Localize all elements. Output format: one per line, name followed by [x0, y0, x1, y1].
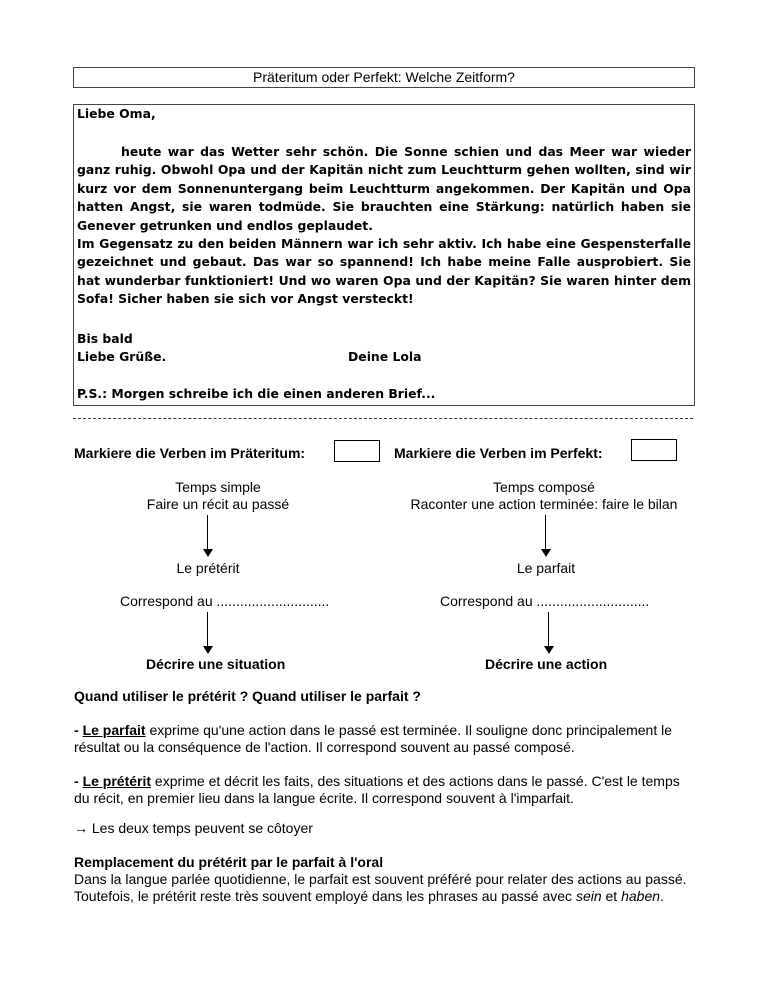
right-correspond: Correspond au ............................. [440, 593, 650, 609]
left-tense-name: Le prétérit [176, 560, 240, 576]
right-arrow-1 [545, 515, 546, 549]
dashed-divider [73, 418, 693, 419]
left-usage: Décrire une situation [146, 656, 286, 672]
word-haben: haben [621, 888, 661, 904]
section2-text-a: Dans la langue parlée quotidienne, le parfait est souvent préféré pour relater des actions au passé. Toutefois, le prétérit reste très souvent employé dans les phrases au passé avec [74, 871, 687, 904]
left-arrowhead-1 [203, 549, 213, 557]
mark-perfect-label: Markiere die Verben im Perfekt: [394, 445, 603, 461]
left-correspond: Correspond au ............................. [120, 593, 330, 609]
section1-preterit-paragraph [74, 773, 694, 807]
dash: - [74, 773, 83, 789]
term-parfait: Le parfait [82, 722, 146, 738]
left-arrowhead-2 [203, 646, 213, 654]
mark-preterite-label: Markiere die Verben im Präteritum: [74, 445, 306, 461]
section1-note: → Les deux temps peuvent se côtoyer [74, 820, 313, 836]
letter-box [73, 104, 695, 406]
page-title: Präteritum oder Perfekt: Welche Zeitform? [73, 67, 695, 88]
parfait-text: exprime qu'une action dans le passé est terminée. Il souligne donc principalement le résultat ou la conséquence de l'action. Il correspond souvent au passé composé. [74, 722, 672, 755]
right-temps-compose: Temps composé [493, 479, 595, 495]
section2-text-c: . [660, 888, 664, 904]
right-usage: Décrire une action [485, 656, 608, 672]
right-raconter: Raconter une action terminée: faire le bilan [410, 496, 678, 512]
preterit-text: exprime et décrit les faits, des situations et des actions dans le passé. C'est le temps du récit, en premier lieu dans la langue écrite. Il correspond souvent à l'imparfait. [74, 773, 680, 806]
left-arrow-1 [207, 515, 208, 549]
right-arrow-2 [548, 612, 549, 646]
left-faire-recit: Faire un récit au passé [146, 496, 290, 512]
section2-heading: Remplacement du prétérit par le parfait à l'oral [74, 854, 384, 870]
letter-closing-1: Bis bald [77, 331, 133, 346]
section1-heading: Quand utiliser le prétérit ? Quand utiliser le parfait ? [74, 688, 421, 704]
term-preterit: Le prétérit [82, 773, 152, 789]
mark-preterite-box[interactable] [334, 440, 380, 462]
right-arrowhead-2 [544, 646, 554, 654]
dash: - [74, 722, 83, 738]
left-arrow-2 [207, 612, 208, 646]
letter-ps: P.S.: Morgen schreibe ich die einen anderen Brief... [77, 386, 436, 401]
section2-paragraph [74, 871, 694, 905]
right-arrowhead-1 [541, 549, 551, 557]
letter-paragraph-2: Im Gegensatz zu den beiden Männern war ich sehr aktiv. Ich habe eine Gespensterfalle gezeichnet und gebaut. Das war so spannend! Ich habe meine Falle ausprobiert. Sie hat wunderbar funktioniert! Und wo waren Opa und der Kapitän? Sie waren hinter dem Sofa! Sicher haben sie sich vor Angst versteckt! [77, 236, 691, 307]
right-tense-name: Le parfait [516, 560, 576, 576]
letter-greeting: Liebe Oma, [77, 106, 156, 121]
left-temps-simple: Temps simple [175, 479, 261, 495]
word-sein: sein [575, 888, 602, 904]
letter-paragraph-1: heute war das Wetter sehr schön. Die Sonne schien und das Meer war wieder ganz ruhig. Obwohl Opa und der Kapitän nicht zum Leuchtturm gehen wollten, sind wir kurz vor dem Sonnenuntergang beim Leuchtturm angekommen. Der Kapitän und Opa hatten Angst, sie waren todmüde. Sie brauchten eine Stärkung: natürlich haben sie Genever getrunken und endlos geplaudet. [77, 144, 691, 233]
mark-perfect-box[interactable] [631, 439, 677, 461]
letter-signature: Deine Lola [348, 349, 422, 364]
section2-text-b: et [601, 888, 622, 904]
section1-parfait-paragraph [74, 722, 694, 756]
letter-closing-2: Liebe Grüße. [77, 349, 167, 364]
